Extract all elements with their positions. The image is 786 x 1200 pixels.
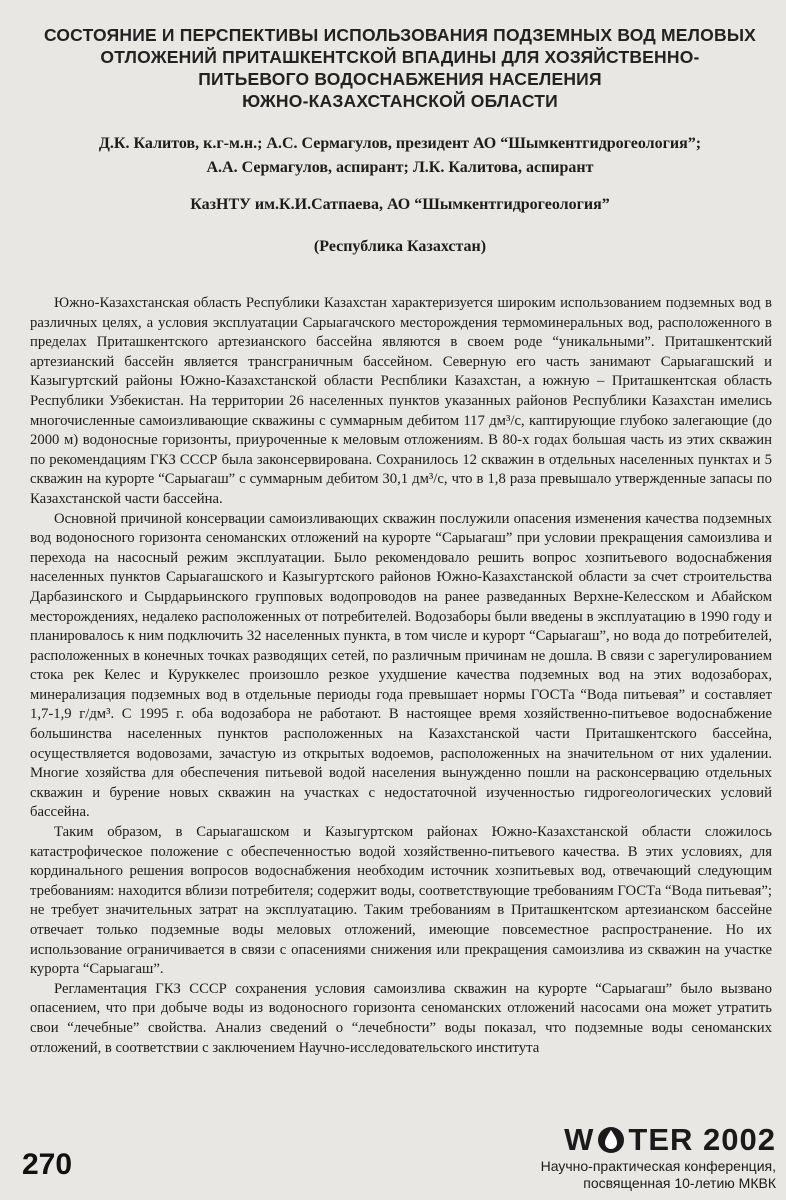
paragraph: Таким образом, в Сарыагашском и Казыгуртском районах Южно-Казахстанской области сложилось катастрофическое положение с обеспеченностью водой хозяйственно-питьевого качества. В этих условиях, для кординального решения вопросов водоснабжения необходим источник хозпитьевых вод, отвечающий следующим требованиям: находится вблизи потребителя; содержит воды, соответствующие требованиям ГОСТа “Вода питьевая”; не требует значительных затрат на эксплуатацию. Таким требованиям в Приташкентском артезианском бассейне отвечает только подземные воды меловых отложений, имеющие повсеместное распространение. Но их использование ограничивается в связи с опасениями снижения или прекращения самоизлива из скважин на участке курорта “Сарыагаш”. (30, 824, 772, 978)
affiliation: КазНТУ им.К.И.Сатпаева, АО “Шымкентгидрогеология” (190, 196, 610, 213)
paragraph: Основной причиной консервации самоизливающих скважин послужили опасения изменения качества подземных вод водоносного горизонта сеноманских отложений на курорте “Сарыагаш” при условии прекращения самоизлива и перехода на насосный режим эксплуатации. Было рекомендовало решить вопрос хозпитьевого водоснабжения населенных пунктов Сарыагашского и Казыгуртского районов Южно-Казахстанской области за счет строительства Дарбазинского и Сырдарьинского групповых водопроводов на ранее разведанных Верхне-Келесском и Абайском месторождениях, недалеко расположенных от потребителей. Водозаборы были введены в эксплуатацию в 1990 году и планировалось к ним подключить 32 населенных пункта, в том числе и курорт “Сарыагаш”, но вода до потребителей, расположенных в конечных точках разводящих сетей, по различным причинам не дошла. В связи с зарегулированием стока рек Келес и Куруккелес произошло резкое ухудшение качества подземных вод на этих водозаборах, минерализация подземных вод в отдельные периоды года превышает нормы ГОСТа “Вода питьевая” и составляет 1,7-1,9 г/дм³. С 1995 г. оба водозабора не работают. В настоящее время хозяйственно-питьевое водоснабжение большинства населенных пунктов расположенных на Казахстанской части Приташкентского бассейна, осуществляется водовозами, зачастую из открытых водоемов, расположенных на значительном от них удалении. Многие хозяйства для обеспечения питьевой водой населения вынужденно пошли на расконсервацию отдельных скважин и бурение новых скважин на участках с недостаточной изученностью гидрогеологических условий бассейна. (30, 510, 772, 821)
title-line: ОТЛОЖЕНИЙ ПРИТАШКЕНТСКОЙ ВПАДИНЫ ДЛЯ ХОЗЯЙСТВЕННО- (100, 47, 700, 67)
authors (40, 132, 760, 180)
title-line: СОСТОЯНИЕ И ПЕРСПЕКТИВЫ ИСПОЛЬЗОВАНИЯ ПОДЗЕМНЫХ ВОД МЕЛОВЫХ (43, 25, 757, 45)
title-line: ПИТЬЕВОГО ВОДОСНАБЖЕНИЯ НАСЕЛЕНИЯ (198, 69, 602, 89)
paragraph: Регламентация ГКЗ СССР сохранения условия самоизлива скважин на курорте “Сарыагаш” было вызвано опасением, что при добыче воды из водоносного горизонта сеноманских отложений насосами она может утратить свои “лечебные” свойства. Анализ сведений о “лечебности” воды показал, что подземные воды сеноманских отложений, в соответствии с заключением Научно-исследовательского института (30, 980, 772, 1056)
page-number: 270 (22, 1148, 73, 1181)
conference-line: посвященная 10-летию МКВК (583, 1175, 776, 1191)
water-drop-icon (598, 1125, 624, 1155)
logo-text: TER 2002 (628, 1122, 776, 1157)
authors-line: Д.К. Калитов, к.г-м.н.; А.С. Сермагулов, президент АО “Шымкентгидрогеология”; (98, 135, 702, 152)
title-line: ЮЖНО-КАЗАХСТАНСКОЙ ОБЛАСТИ (242, 91, 558, 111)
authors-line: А.А. Сермагулов, аспирант; Л.К. Калитова, аспирант (206, 159, 594, 176)
water-2002-logo (564, 1122, 776, 1158)
country: (Республика Казахстан) (313, 238, 487, 255)
article-body (30, 294, 772, 1058)
logo-letter-w: W (564, 1122, 595, 1157)
conference-caption (456, 1158, 776, 1192)
article-title (20, 24, 780, 112)
paragraph: Южно-Казахстанская область Республики Казахстан характеризуется широким использованием подземных вод в различных целях, а условия эксплуатации Сарыагачского месторождения термоминеральных вод, расположенного в пределах Приташкентского артезианского бассейна являются в своем роде “уникальными”. Приташкентский артезианский бассейн является трансграничным бассейном. Северную его часть занимают Сарыагашский и Казыгуртский районы Южно-Казахстанской области Респблики Казахстан, а южную – Приташкентская область Республики Узбекистан. На территории 26 населенных пунктов указанных районов Республики Казахстан имелись многочисленные самоизливающие скважины с суммарным дебитом 117 дм³/с, каптирующие глубоко залегающие (до 2000 м) водоносные горизонты, приуроченные к меловым отложениям. В 80-х годах большая часть из этих скважин по рекомендациям ГКЗ СССР была законсервирована. Сохранилось 12 скважин в отдельных населенных пунктах и 5 скважин на курорте “Сарыагаш” с суммарным дебитом 30,1 дм³/с, что в 1,8 раза превышало утвержденные запасы по Казахстанской части бассейна. (30, 295, 772, 507)
conference-line: Научно-практическая конференция, (540, 1158, 776, 1174)
